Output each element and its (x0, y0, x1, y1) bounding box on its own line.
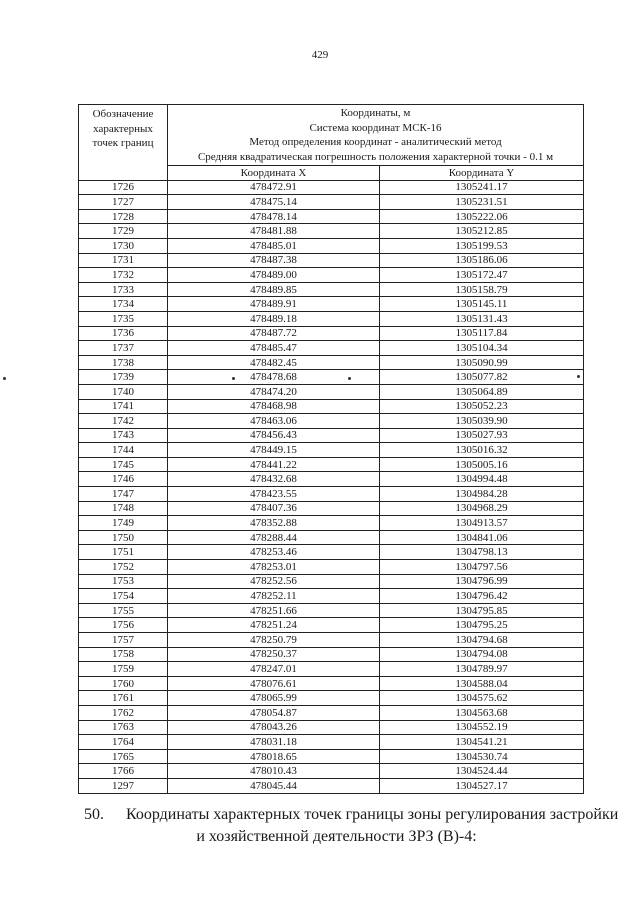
coord-y-cell: 1304968.29 (380, 501, 584, 516)
coord-y-cell: 1305158.79 (380, 282, 584, 297)
coord-x-cell: 478489.00 (168, 268, 380, 283)
point-id-cell: 1739 (79, 370, 168, 385)
table-row (79, 633, 584, 648)
coord-y-cell: 1305077.82 (380, 370, 584, 385)
coord-y-cell: 1305172.47 (380, 268, 584, 283)
coord-y-cell: 1305231.51 (380, 195, 584, 210)
coord-x-cell: 478252.11 (168, 589, 380, 604)
coord-x-cell: 478487.38 (168, 253, 380, 268)
coord-y-cell: 1304994.48 (380, 472, 584, 487)
table-row (79, 560, 584, 575)
table-row (79, 778, 584, 793)
point-id-cell: 1749 (79, 516, 168, 531)
header-point-designation (79, 105, 168, 181)
point-id-cell: 1754 (79, 589, 168, 604)
table-row (79, 311, 584, 326)
point-id-cell: 1740 (79, 384, 168, 399)
coordinates-table (78, 104, 584, 794)
coord-x-cell: 478478.68 (168, 370, 380, 385)
table-row (79, 384, 584, 399)
coord-y-cell: 1304795.25 (380, 618, 584, 633)
coord-x-cell: 478423.55 (168, 487, 380, 502)
point-id-cell: 1755 (79, 603, 168, 618)
table-row (79, 341, 584, 356)
coord-y-cell: 1305090.99 (380, 355, 584, 370)
coord-y-cell: 1305117.84 (380, 326, 584, 341)
table-row (79, 209, 584, 224)
coord-x-cell: 478489.18 (168, 311, 380, 326)
point-id-cell: 1762 (79, 705, 168, 720)
coord-y-cell: 1304563.68 (380, 705, 584, 720)
table-row (79, 238, 584, 253)
table-row (79, 443, 584, 458)
point-id-cell: 1760 (79, 676, 168, 691)
table-row (79, 705, 584, 720)
coord-x-cell: 478485.47 (168, 341, 380, 356)
coord-y-cell: 1304984.28 (380, 487, 584, 502)
coord-x-cell: 478474.20 (168, 384, 380, 399)
coord-y-cell: 1304841.06 (380, 530, 584, 545)
coord-y-cell: 1305145.11 (380, 297, 584, 312)
column-header-x: Координата X (168, 166, 380, 181)
coord-x-cell: 478481.88 (168, 224, 380, 239)
coord-y-cell: 1305039.90 (380, 414, 584, 429)
coord-y-cell: 1304789.97 (380, 662, 584, 677)
coord-x-cell: 478076.61 (168, 676, 380, 691)
table-row (79, 253, 584, 268)
point-id-cell: 1742 (79, 414, 168, 429)
scan-speck (232, 377, 235, 380)
scan-speck (577, 375, 580, 378)
coord-x-cell: 478045.44 (168, 778, 380, 793)
coord-y-cell: 1305212.85 (380, 224, 584, 239)
coord-x-cell: 478487.72 (168, 326, 380, 341)
coord-y-cell: 1304794.68 (380, 633, 584, 648)
table-row (79, 530, 584, 545)
coord-x-cell: 478065.99 (168, 691, 380, 706)
table-header-row (79, 105, 584, 166)
point-id-cell: 1753 (79, 574, 168, 589)
point-id-cell: 1729 (79, 224, 168, 239)
table-row (79, 355, 584, 370)
point-id-cell: 1744 (79, 443, 168, 458)
coord-x-cell: 478449.15 (168, 443, 380, 458)
coord-y-cell: 1304588.04 (380, 676, 584, 691)
coord-x-cell: 478031.18 (168, 735, 380, 750)
coord-y-cell: 1305131.43 (380, 311, 584, 326)
point-id-cell: 1751 (79, 545, 168, 560)
coord-y-cell: 1304527.17 (380, 778, 584, 793)
table-row (79, 618, 584, 633)
coord-x-cell: 478407.36 (168, 501, 380, 516)
coord-x-cell: 478352.88 (168, 516, 380, 531)
table-row (79, 180, 584, 195)
point-id-cell: 1728 (79, 209, 168, 224)
point-id-cell: 1743 (79, 428, 168, 443)
coord-y-cell: 1304796.42 (380, 589, 584, 604)
table-row (79, 647, 584, 662)
point-id-cell: 1738 (79, 355, 168, 370)
coord-y-cell: 1305027.93 (380, 428, 584, 443)
coord-x-cell: 478482.45 (168, 355, 380, 370)
coord-x-cell: 478018.65 (168, 749, 380, 764)
table-row (79, 297, 584, 312)
coord-x-cell: 478432.68 (168, 472, 380, 487)
table-row (79, 735, 584, 750)
table-row (79, 414, 584, 429)
coord-y-cell: 1305199.53 (380, 238, 584, 253)
point-id-cell: 1766 (79, 764, 168, 779)
table-row (79, 749, 584, 764)
coord-y-cell: 1304575.62 (380, 691, 584, 706)
header-coordinates-info (168, 105, 584, 166)
scan-speck (348, 377, 351, 380)
header-left-line: точек границ (92, 137, 154, 149)
point-id-cell: 1748 (79, 501, 168, 516)
point-id-cell: 1727 (79, 195, 168, 210)
point-id-cell: 1750 (79, 530, 168, 545)
coord-y-cell: 1304524.44 (380, 764, 584, 779)
section-title-line-1: Координаты характерных точек границы зоны регулирования застройки (126, 806, 619, 823)
table-row (79, 326, 584, 341)
point-id-cell: 1730 (79, 238, 168, 253)
point-id-cell: 1745 (79, 457, 168, 472)
coord-x-cell: 478253.46 (168, 545, 380, 560)
point-id-cell: 1735 (79, 311, 168, 326)
coord-x-cell: 478251.66 (168, 603, 380, 618)
table-row (79, 720, 584, 735)
table-row (79, 501, 584, 516)
coord-x-cell: 478253.01 (168, 560, 380, 575)
point-id-cell: 1731 (79, 253, 168, 268)
coord-y-cell: 1305064.89 (380, 384, 584, 399)
coord-x-cell: 478456.43 (168, 428, 380, 443)
header-left-line: характерных (93, 122, 153, 135)
table-row (79, 545, 584, 560)
coord-x-cell: 478252.56 (168, 574, 380, 589)
table-row (79, 370, 584, 385)
coord-x-cell: 478478.14 (168, 209, 380, 224)
point-id-cell: 1736 (79, 326, 168, 341)
coord-x-cell: 478247.01 (168, 662, 380, 677)
coord-y-cell: 1305005.16 (380, 457, 584, 472)
coord-y-cell: 1304797.56 (380, 560, 584, 575)
coord-x-cell: 478441.22 (168, 457, 380, 472)
point-id-cell: 1734 (79, 297, 168, 312)
coord-y-cell: 1305052.23 (380, 399, 584, 414)
section-title-line-2: и хозяйственной деятельности ЗРЗ (В)-4: (196, 828, 477, 845)
table-row (79, 195, 584, 210)
point-id-cell: 1297 (79, 778, 168, 793)
table-row (79, 764, 584, 779)
table-row (79, 428, 584, 443)
point-id-cell: 1763 (79, 720, 168, 735)
table-row (79, 282, 584, 297)
coord-x-cell: 478475.14 (168, 195, 380, 210)
coord-y-cell: 1304913.57 (380, 516, 584, 531)
coord-y-cell: 1305241.17 (380, 180, 584, 195)
point-id-cell: 1737 (79, 341, 168, 356)
point-id-cell: 1758 (79, 647, 168, 662)
point-id-cell: 1741 (79, 399, 168, 414)
table-row (79, 603, 584, 618)
point-id-cell: 1732 (79, 268, 168, 283)
coord-y-cell: 1304552.19 (380, 720, 584, 735)
coord-x-cell: 478288.44 (168, 530, 380, 545)
coord-x-cell: 478250.79 (168, 633, 380, 648)
table-row (79, 472, 584, 487)
table-row (79, 574, 584, 589)
point-id-cell: 1765 (79, 749, 168, 764)
coord-x-cell: 478463.06 (168, 414, 380, 429)
table-row (79, 457, 584, 472)
header-right-line: Средняя квадратическая погрешность положения характерной точки - 0.1 м (197, 150, 554, 163)
point-id-cell: 1747 (79, 487, 168, 502)
point-id-cell: 1733 (79, 282, 168, 297)
table-row (79, 691, 584, 706)
coord-x-cell: 478054.87 (168, 705, 380, 720)
point-id-cell: 1752 (79, 560, 168, 575)
point-id-cell: 1746 (79, 472, 168, 487)
coord-y-cell: 1305104.34 (380, 341, 584, 356)
coord-x-cell: 478010.43 (168, 764, 380, 779)
coord-y-cell: 1304541.21 (380, 735, 584, 750)
coord-y-cell: 1304795.85 (380, 603, 584, 618)
table-row (79, 224, 584, 239)
header-left-line: Обозначение (92, 108, 154, 120)
point-id-cell: 1756 (79, 618, 168, 633)
coord-x-cell: 478489.85 (168, 282, 380, 297)
point-id-cell: 1726 (79, 180, 168, 195)
header-right-line: Система координат МСК-16 (309, 121, 442, 134)
coord-x-cell: 478485.01 (168, 238, 380, 253)
point-id-cell: 1759 (79, 662, 168, 677)
table-row (79, 662, 584, 677)
point-id-cell: 1764 (79, 735, 168, 750)
coord-x-cell: 478043.26 (168, 720, 380, 735)
point-id-cell: 1761 (79, 691, 168, 706)
section-number: 50. (84, 806, 104, 823)
table-row (79, 487, 584, 502)
point-id-cell: 1757 (79, 633, 168, 648)
coord-x-cell: 478468.98 (168, 399, 380, 414)
table-row (79, 589, 584, 604)
coord-x-cell: 478489.91 (168, 297, 380, 312)
coord-y-cell: 1304530.74 (380, 749, 584, 764)
coord-y-cell: 1305016.32 (380, 443, 584, 458)
coord-y-cell: 1305186.06 (380, 253, 584, 268)
header-right-line: Координаты, м (340, 107, 411, 119)
coord-y-cell: 1304794.08 (380, 647, 584, 662)
column-header-y: Координата Y (380, 166, 584, 181)
coord-y-cell: 1304796.99 (380, 574, 584, 589)
table-row (79, 516, 584, 531)
scan-speck (3, 377, 6, 380)
coord-y-cell: 1305222.06 (380, 209, 584, 224)
coord-x-cell: 478251.24 (168, 618, 380, 633)
coord-x-cell: 478250.37 (168, 647, 380, 662)
coord-y-cell: 1304798.13 (380, 545, 584, 560)
table-row (79, 268, 584, 283)
table-row (79, 399, 584, 414)
page-number: 429 (311, 49, 329, 61)
coord-x-cell: 478472.91 (168, 180, 380, 195)
header-right-line: Метод определения координат - аналитический метод (249, 136, 502, 148)
table-row (79, 676, 584, 691)
